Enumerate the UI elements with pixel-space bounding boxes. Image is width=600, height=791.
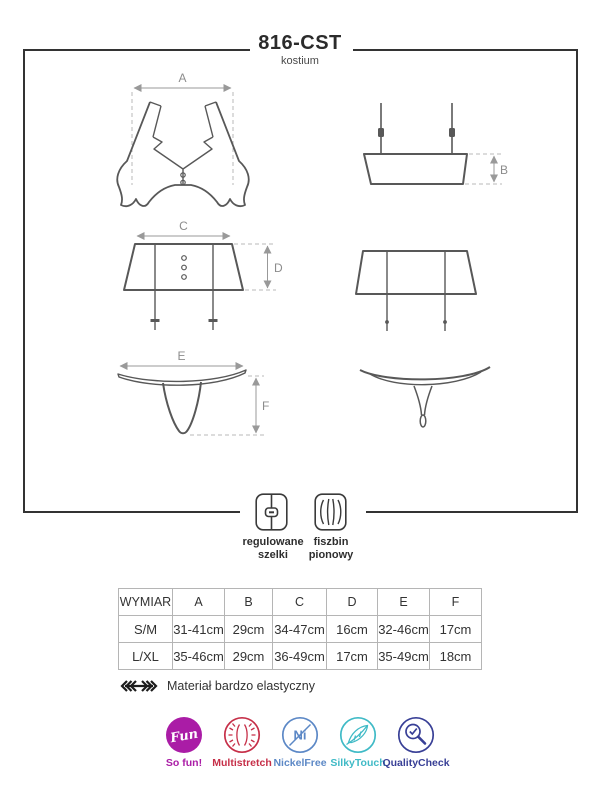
feature-label-line: regulowane	[242, 536, 304, 548]
nickel-free-icon	[281, 716, 319, 754]
thong-front-drawing	[118, 349, 269, 435]
badge-label-quality-check: QualityCheck	[382, 757, 450, 769]
badge-multistretch	[213, 716, 271, 769]
badge-silky-touch	[329, 716, 387, 769]
feature-label-line: szelki	[258, 549, 288, 561]
badge-nickel-free	[271, 716, 329, 769]
material-note-row	[119, 679, 315, 693]
garment-drawings	[23, 49, 578, 513]
badge-label-so-fun: So fun!	[165, 757, 203, 769]
size-table-header: WYMIAR	[119, 589, 173, 616]
badge-so-fun	[155, 716, 213, 769]
adjustable-straps-icon	[255, 493, 288, 531]
nickel-free-icon-text: Ni	[293, 727, 307, 743]
fun-icon-text: Fun	[169, 726, 200, 747]
stretch-arrow-icon	[119, 679, 159, 693]
size-table-header: A	[173, 589, 225, 616]
value-cell: 17cm	[430, 616, 482, 643]
badges-row	[0, 716, 600, 769]
value-cell: 35-49cm	[378, 643, 430, 670]
quality-check-icon	[397, 716, 435, 754]
size-cell: L/XL	[119, 643, 173, 670]
vest-top-front-drawing	[117, 71, 248, 206]
value-cell: 18cm	[430, 643, 482, 670]
size-table-header: E	[378, 589, 430, 616]
size-table-header: C	[273, 589, 327, 616]
size-table-header-row	[119, 589, 482, 616]
bandeau-back-drawing	[364, 103, 508, 184]
measure-label-b: B	[500, 163, 509, 177]
fun-icon	[165, 716, 203, 754]
measure-label-d: D	[274, 261, 283, 275]
size-table-row-lxl	[119, 643, 482, 670]
size-table-row-sm	[119, 616, 482, 643]
value-cell: 32-46cm	[378, 616, 430, 643]
value-cell: 29cm	[225, 643, 273, 670]
value-cell: 17cm	[327, 643, 378, 670]
measure-label-e: E	[177, 349, 186, 363]
page-subtitle: kostium	[281, 55, 319, 67]
feature-label-line: fiszbin	[313, 536, 349, 548]
size-table-header: B	[225, 589, 273, 616]
badge-label-multistretch: Multistretch	[212, 757, 272, 769]
garter-skirt-back-drawing	[356, 251, 476, 331]
material-note: Materiał bardzo elastyczny	[167, 679, 315, 693]
page-title: 816-CST	[258, 32, 342, 54]
badge-label-nickel-free: NickelFree	[273, 757, 327, 769]
value-cell: 36-49cm	[273, 643, 327, 670]
size-cell: S/M	[119, 616, 173, 643]
value-cell: 16cm	[327, 616, 378, 643]
vertical-boning-icon	[314, 493, 347, 531]
feature-label-line: pionowy	[308, 549, 354, 561]
badge-label-silky-touch: SilkyTouch	[330, 757, 386, 769]
thong-back-drawing	[360, 367, 490, 427]
size-table-header: D	[327, 589, 378, 616]
silky-touch-icon	[339, 716, 377, 754]
feature-label-vertical-boning	[291, 536, 371, 562]
measure-label-f: F	[262, 399, 270, 413]
size-table	[118, 588, 482, 670]
garter-skirt-front-drawing	[124, 219, 283, 330]
badge-quality-check	[382, 716, 450, 769]
measure-label-c: C	[179, 219, 188, 233]
size-table-header: F	[430, 589, 482, 616]
measure-label-a: A	[178, 71, 187, 85]
value-cell: 35-46cm	[173, 643, 225, 670]
value-cell: 34-47cm	[273, 616, 327, 643]
multistretch-icon	[223, 716, 261, 754]
value-cell: 29cm	[225, 616, 273, 643]
value-cell: 31-41cm	[173, 616, 225, 643]
